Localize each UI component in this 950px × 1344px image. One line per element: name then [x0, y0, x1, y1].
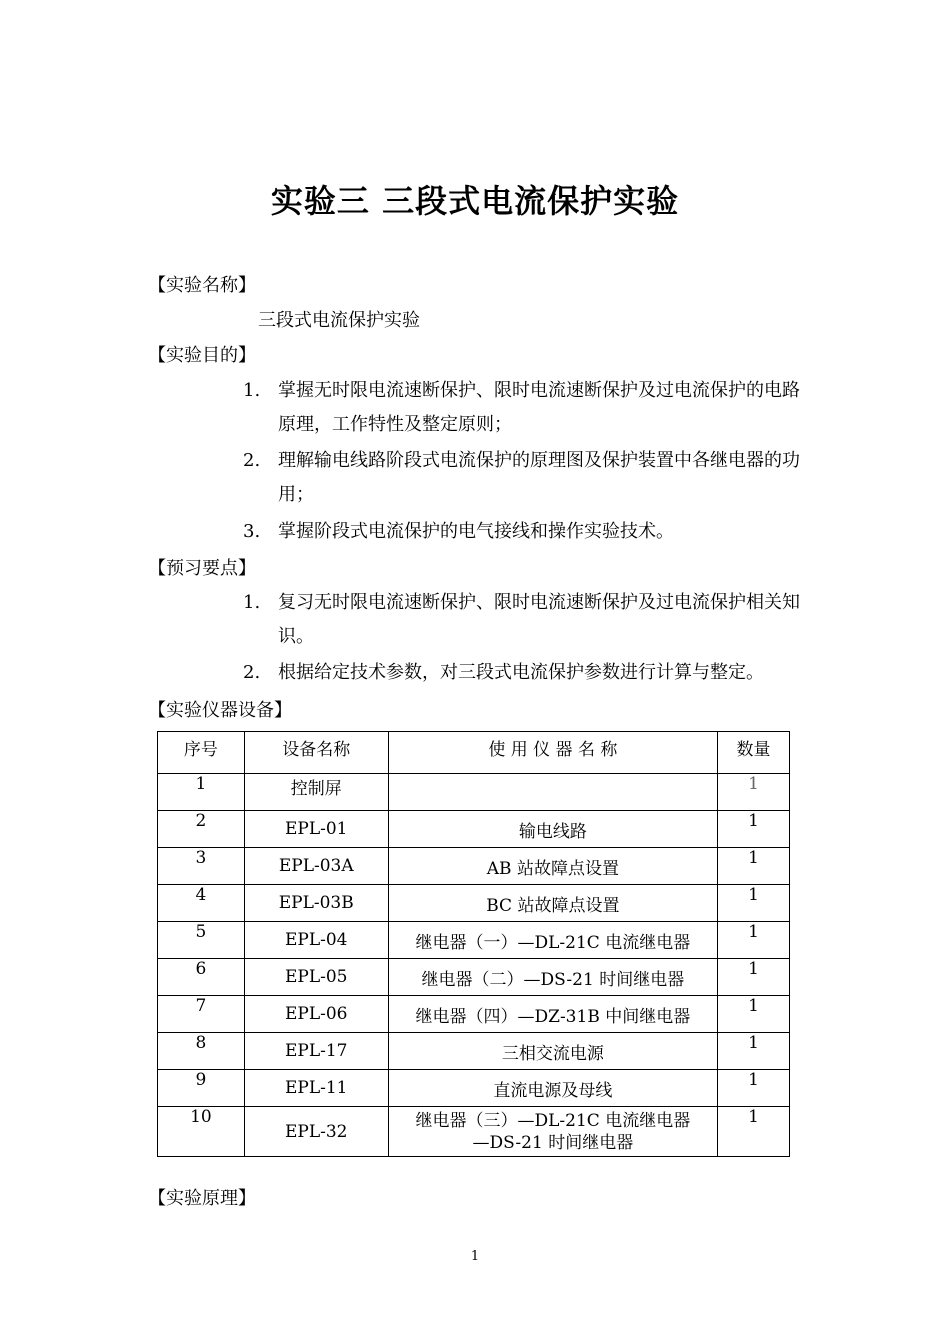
- row-index: 9: [158, 1070, 245, 1107]
- item-number: 1.: [243, 380, 261, 401]
- row-instrument-name: [388, 1107, 717, 1157]
- item-text: 根据给定技术参数，对三段式电流保护参数进行计算与整定。: [278, 662, 764, 683]
- row-instrument-name: 继电器（四）—DZ-31B 中间继电器: [388, 996, 717, 1033]
- item-text: 复习无时限电流速断保护、限时电流速断保护及过电流保护相关知识。: [278, 592, 800, 647]
- item-number: 2.: [243, 662, 261, 683]
- section-heading-purpose: 【实验目的】: [148, 345, 256, 366]
- header-device-name: 设备名称: [244, 732, 388, 774]
- item-text: 理解输电线路阶段式电流保护的原理图及保护装置中各继电器的功用；: [278, 450, 800, 505]
- row-quantity: 1: [718, 922, 790, 959]
- row-index: 5: [158, 922, 245, 959]
- row-quantity: 1: [718, 848, 790, 885]
- table-row: [158, 811, 790, 848]
- item-number: 3.: [243, 521, 261, 542]
- table-row: [158, 774, 790, 811]
- row-device-name: EPL-17: [244, 1033, 388, 1070]
- equipment-table: [157, 731, 790, 1157]
- header-instrument-name: 使 用 仪 器 名 称: [388, 732, 717, 774]
- row-index: 1: [158, 774, 245, 811]
- row-quantity: 1: [718, 811, 790, 848]
- purpose-item: [243, 444, 813, 512]
- table-row: [158, 959, 790, 996]
- row-index: 8: [158, 1033, 245, 1070]
- item-number: 1.: [243, 592, 261, 613]
- row-instrument-name: 直流电源及母线: [388, 1070, 717, 1107]
- row-index: 4: [158, 885, 245, 922]
- row-device-name: 控制屏: [244, 774, 388, 811]
- purpose-item: [243, 374, 813, 442]
- row-instrument-name: [388, 774, 717, 811]
- table-row: [158, 1033, 790, 1070]
- row-quantity: 1: [718, 996, 790, 1033]
- row-instrument-name: 输电线路: [388, 811, 717, 848]
- row-index: 3: [158, 848, 245, 885]
- row-instrument-name: 继电器（一）—DL-21C 电流继电器: [388, 922, 717, 959]
- experiment-name-text: 三段式电流保护实验: [258, 310, 420, 331]
- row-instrument-name: BC 站故障点设置: [388, 885, 717, 922]
- row-quantity: 1: [718, 1070, 790, 1107]
- row-instrument-name: 继电器（二）—DS-21 时间继电器: [388, 959, 717, 996]
- row-device-name: EPL-06: [244, 996, 388, 1033]
- table-row: [158, 885, 790, 922]
- header-quantity: 数量: [718, 732, 790, 774]
- table-row: [158, 1070, 790, 1107]
- table-row: [158, 996, 790, 1033]
- row-index: 10: [158, 1107, 245, 1157]
- row-instrument-name: 三相交流电源: [388, 1033, 717, 1070]
- row-device-name: EPL-11: [244, 1070, 388, 1107]
- preview-item: [243, 586, 813, 654]
- row-device-name: EPL-05: [244, 959, 388, 996]
- row-device-name: EPL-32: [244, 1107, 388, 1157]
- preview-item: [243, 656, 813, 690]
- row-quantity: 1: [718, 1033, 790, 1070]
- table-header-row: [158, 732, 790, 774]
- row-instrument-name: AB 站故障点设置: [388, 848, 717, 885]
- item-text: 掌握无时限电流速断保护、限时电流速断保护及过电流保护的电路原理，工作特性及整定原则；: [278, 380, 800, 435]
- table-row: [158, 922, 790, 959]
- section-heading-name: 【实验名称】: [148, 275, 256, 296]
- row-quantity: 1: [718, 885, 790, 922]
- purpose-item: [243, 515, 813, 549]
- row-index: 2: [158, 811, 245, 848]
- row-quantity: 1: [718, 774, 790, 811]
- item-number: 2.: [243, 450, 261, 471]
- row-index: 6: [158, 959, 245, 996]
- section-heading-equipment: 【实验仪器设备】: [148, 700, 292, 721]
- row-index: 7: [158, 996, 245, 1033]
- section-heading-principle: 【实验原理】: [148, 1188, 256, 1209]
- row-device-name: EPL-01: [244, 811, 388, 848]
- row-device-name: EPL-03B: [244, 885, 388, 922]
- section-heading-preview: 【预习要点】: [148, 558, 256, 579]
- instrument-name-line: —DS-21 时间继电器: [472, 1132, 634, 1153]
- header-index: 序号: [158, 732, 245, 774]
- row-quantity: 1: [718, 959, 790, 996]
- row-device-name: EPL-04: [244, 922, 388, 959]
- instrument-name-line: 继电器（三）—DL-21C 电流继电器: [415, 1110, 691, 1131]
- page-title: 实验三 三段式电流保护实验: [270, 182, 680, 220]
- page-number: 1: [470, 1249, 480, 1264]
- row-device-name: EPL-03A: [244, 848, 388, 885]
- table-row: [158, 848, 790, 885]
- table-row: [158, 1107, 790, 1157]
- item-text: 掌握阶段式电流保护的电气接线和操作实验技术。: [278, 521, 674, 542]
- row-quantity: 1: [718, 1107, 790, 1157]
